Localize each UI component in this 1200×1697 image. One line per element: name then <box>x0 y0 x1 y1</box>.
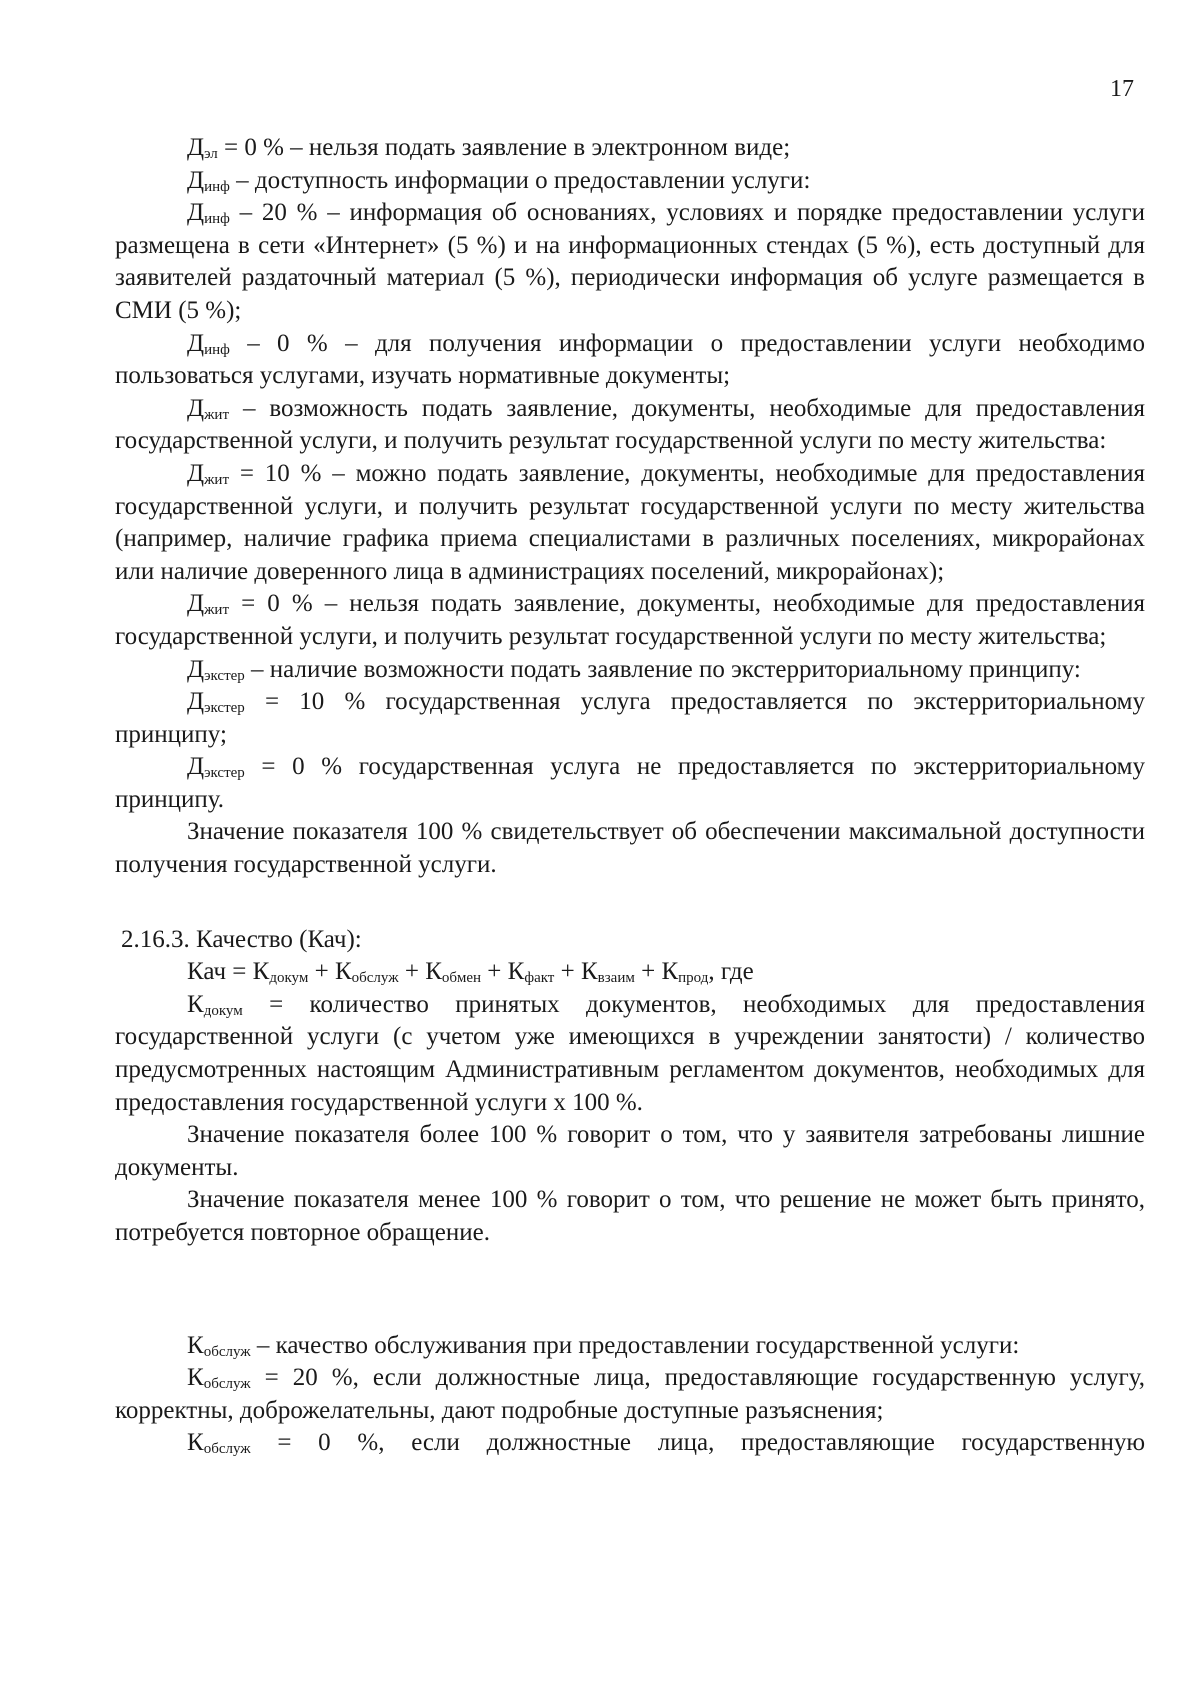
indicator-symbol: $Д_{экстер}$ <box>187 688 245 717</box>
document-quality-section <box>115 989 1145 1250</box>
paragraph <box>115 197 1145 327</box>
indicator-symbol: $Д_{жит}$ <box>187 459 230 488</box>
indicator-subscript: жит <box>204 406 230 423</box>
paragraph <box>115 165 1145 198</box>
paragraph-text: – наличие возможности подать заявление по экстерриториальному принципу: <box>244 655 1081 683</box>
indicator-symbol: $Д_{инф}$ <box>187 166 230 195</box>
paragraph-text: = 20 %, если должностные лица, предоставляющие государственную услугу, корректны, доброжелательны, дают подробные доступные разъяснения; <box>115 1364 1145 1424</box>
plus-sign: + <box>308 958 335 986</box>
formula-tail: , где <box>708 958 754 986</box>
paragraph-text: = 0 % государственная услуга не предоставляется по экстерриториальному принципу. <box>115 753 1145 813</box>
paragraph-text: – 20 % – информация об основаниях, условиях и порядке предоставлении услуги размещена в сети «Интернет» (5 %) и на информационных стендах (5 %), есть доступный для заявителей раздаточный материал (5 %), периодически информация об услуге размещается в СМИ (5 %); <box>115 199 1145 324</box>
page-number: 17 <box>1110 76 1134 102</box>
paragraph <box>115 458 1145 588</box>
plus-sign: + <box>554 958 581 986</box>
paragraph <box>115 1184 1145 1249</box>
paragraph <box>115 393 1145 458</box>
indicator-subscript: экстер <box>204 700 245 717</box>
paragraph <box>115 751 1145 816</box>
paragraph <box>115 588 1145 653</box>
paragraph-text: – возможность подать заявление, документы, необходимые для предоставления государственной услуги, и получить результат государственной услуги по месту жительства: <box>115 394 1145 455</box>
indicator-symbol: $Д_{жит}$ <box>187 394 230 423</box>
formula-term: $К_{взаим}$ <box>580 958 635 987</box>
indicator-symbol: $К_{обслуж}$ <box>187 1331 251 1360</box>
indicator-subscript: инф <box>204 341 230 358</box>
formula-term: $К_{докум}$ <box>252 958 309 987</box>
quality-formula <box>115 956 1145 989</box>
paragraph-text: = 10 % – можно подать заявление, документы, необходимые для предоставления государственной услуги, и получить результат государственной услуги по месту жительства (например, наличие графика приема специалистами в различных поселениях, микрорайонах или наличие доверенного лица в администрациях поселений, микрорайонах); <box>115 459 1145 585</box>
paragraph <box>115 1330 1145 1363</box>
paragraph <box>115 989 1145 1119</box>
indicator-subscript: жит <box>204 471 230 488</box>
formula-terms <box>253 958 709 985</box>
paragraph-text: – 0 % – для получения информации о предоставлении услуги необходимо пользоваться услугами, изучать нормативные документы; <box>115 329 1145 390</box>
paragraph-text: = 0 % – нельзя подать заявление в электронном виде; <box>217 134 791 161</box>
paragraph-text: = 0 % – нельзя подать заявление, документы, необходимые для предоставления государственной услуги, и получить результат государственной услуги по месту жительства; <box>115 590 1145 650</box>
indicator-subscript: эл <box>204 146 218 162</box>
indicator-symbol: $Д_{инф}$ <box>187 329 230 358</box>
paragraph <box>115 1362 1145 1427</box>
section-heading: 2.16.3. Качество (Кач): <box>121 925 362 953</box>
plus-sign: + <box>634 958 662 986</box>
indicator-symbol: $Д_{инф}$ <box>187 199 230 228</box>
document-body <box>115 132 1145 1460</box>
formula-term: $К_{факт}$ <box>507 958 555 987</box>
indicator-subscript: экстер <box>204 765 245 782</box>
paragraph-text: – доступность информации о предоставлении услуги: <box>229 166 811 194</box>
indicator-subscript: инф <box>204 211 230 228</box>
paragraph <box>115 1119 1145 1184</box>
paragraph-text: = 10 % государственная услуга предоставляется по экстерриториальному принципу; <box>115 688 1145 748</box>
plus-sign: + <box>481 958 508 986</box>
paragraph <box>115 1427 1145 1460</box>
indicator-symbol: $Д_{экстер}$ <box>187 655 245 684</box>
indicator-subscript: обслуж <box>203 1343 251 1360</box>
paragraph-text: Значение показателя 100 % свидетельствует об обеспечении максимальной доступности получения государственной услуги. <box>115 818 1145 879</box>
indicator-symbol: $Д_{эл}$ <box>187 134 218 162</box>
accessibility-indicators-section <box>115 132 1145 882</box>
paragraph-text: Значение показателя более 100 % говорит о том, что у заявителя затребованы лишние документы. <box>115 1121 1145 1181</box>
indicator-symbol: $Д_{жит}$ <box>187 590 230 619</box>
paragraph <box>115 816 1145 881</box>
paragraph-text: Значение показателя менее 100 % говорит о том, что решение не может быть принято, потребуется повторное обращение. <box>115 1186 1145 1246</box>
paragraph <box>115 654 1145 687</box>
formula-term: $К_{прод}$ <box>661 958 709 987</box>
indicator-subscript: обслуж <box>203 1376 251 1393</box>
indicator-subscript: докум <box>203 1002 243 1019</box>
indicator-symbol: $К_{обслуж}$ <box>187 1429 251 1458</box>
paragraph-text: = количество принятых документов, необходимых для предоставления государственной услуги (с учетом уже имеющихся в учреждении занятости) / количество предусмотренных настоящим Административным регламентом документов, необходимых для предоставления государственной услуги х 100 %. <box>115 990 1145 1116</box>
formula-term: $К_{обслуж}$ <box>334 958 399 987</box>
indicator-symbol: $К_{обслуж}$ <box>187 1364 251 1393</box>
formula-lhs: Кач = <box>187 958 253 986</box>
indicator-subscript: инф <box>204 178 230 195</box>
paragraph-text: = 0 %, если должностные лица, предоставляющие государственную <box>250 1429 1145 1457</box>
indicator-subscript: обслуж <box>203 1441 251 1458</box>
indicator-subscript: экстер <box>204 667 245 684</box>
service-quality-section <box>115 1330 1145 1460</box>
paragraph <box>115 686 1145 751</box>
blank-space <box>115 1250 1145 1330</box>
paragraph <box>115 132 1145 165</box>
indicator-symbol: $К_{докум}$ <box>187 990 243 1019</box>
indicator-subscript: жит <box>204 602 230 619</box>
paragraph-text: – качество обслуживания при предоставлении государственной услуги: <box>250 1331 1020 1359</box>
formula-term: $К_{обмен}$ <box>425 958 482 987</box>
indicator-symbol: $Д_{экстер}$ <box>187 753 245 782</box>
paragraph <box>115 328 1145 393</box>
plus-sign: + <box>398 958 426 986</box>
